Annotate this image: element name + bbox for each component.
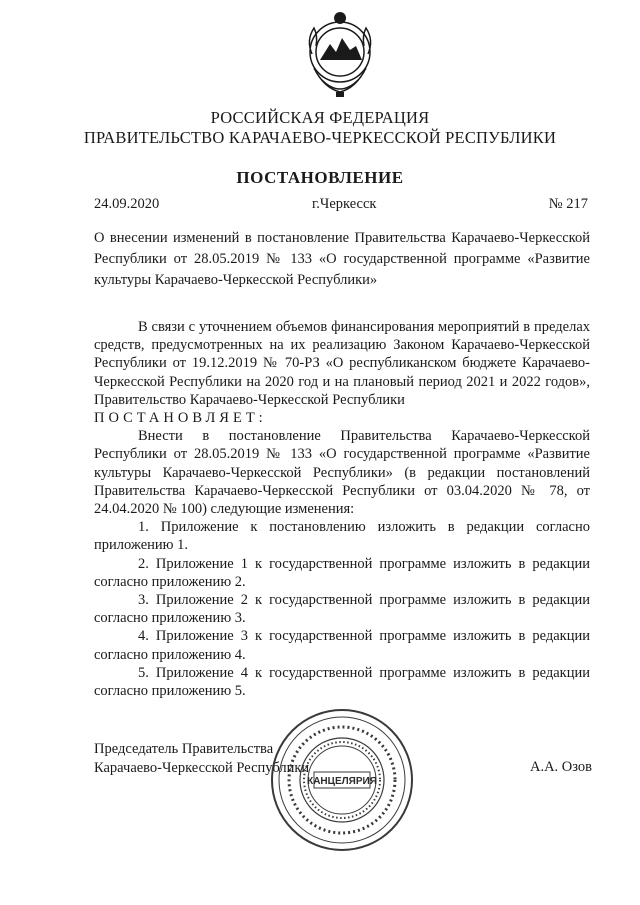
document-date: 24.09.2020 [94, 196, 160, 212]
country-title: РОССИЙСКАЯ ФЕДЕРАЦИЯ [210, 108, 430, 127]
document-body [94, 318, 590, 700]
intro-paragraph: Внести в постановление Правительства Карачаево-Черкесской Республики от 28.05.2019 № 133 «О государственной программе «Развитие культуры Карачаево-Черкесской Республики» (в редакции постановлений Правительства Карачаево-Черкесской Республики от 03.04.2020 № 78, от 24.04.2020 № 100) следующие изменения: [94, 428, 590, 518]
signatory-name: А.А. Озов [529, 759, 592, 775]
signatory-position-line2: Карачаево-Черкесской Республики [94, 760, 310, 776]
preamble-paragraph: В связи с уточнением объемов финансирования мероприятий в пределах средств, предусмотренных на их реализацию Законом Карачаево-Черкесской Республики от 19.12.2019 № 70-РЗ «О республиканском бюджете Карачаево-Черкесской Республики на 2020 год и на плановый период 2021 и 2022 годов», Правительство Карачаево-Черкесской Республики [94, 319, 590, 408]
list-item: 4. Приложение 3 к государственной программе изложить в редакции согласно приложению 4. [94, 628, 590, 663]
list-item: 3. Приложение 2 к государственной программе изложить в редакции согласно приложению 3. [94, 592, 590, 627]
signatory-position-line1: Председатель Правительства [94, 741, 274, 757]
government-title: ПРАВИТЕЛЬСТВО КАРАЧАЕВО-ЧЕРКЕССКОЙ РЕСПУБЛИКИ [83, 128, 557, 147]
decree-word: ПОСТАНОВЛЯЕТ: [94, 410, 267, 427]
document-type-title: ПОСТАНОВЛЕНИЕ [236, 168, 404, 187]
coat-of-arms-icon [300, 10, 380, 100]
list-item: 2. Приложение 1 к государственной программе изложить в редакции согласно приложению 2. [94, 555, 590, 590]
list-item: 1. Приложение к постановлению изложить в редакции согласно приложению 1. [94, 519, 590, 554]
document-subject: О внесении изменений в постановление Правительства Карачаево-Черкесской Республики от 28.05.2019 № 133 «О государственной программе «Развитие культуры Карачаево-Черкесской Республики» [94, 230, 590, 288]
stamp-center-text: КАНЦЕЛЯРИЯ [307, 776, 377, 787]
official-stamp-icon [268, 706, 416, 854]
list-item: 5. Приложение 4 к государственной программе изложить в редакции согласно приложению 5. [94, 664, 590, 700]
document-city: г.Черкесск [312, 196, 377, 212]
document-number: № 217 [548, 196, 588, 212]
